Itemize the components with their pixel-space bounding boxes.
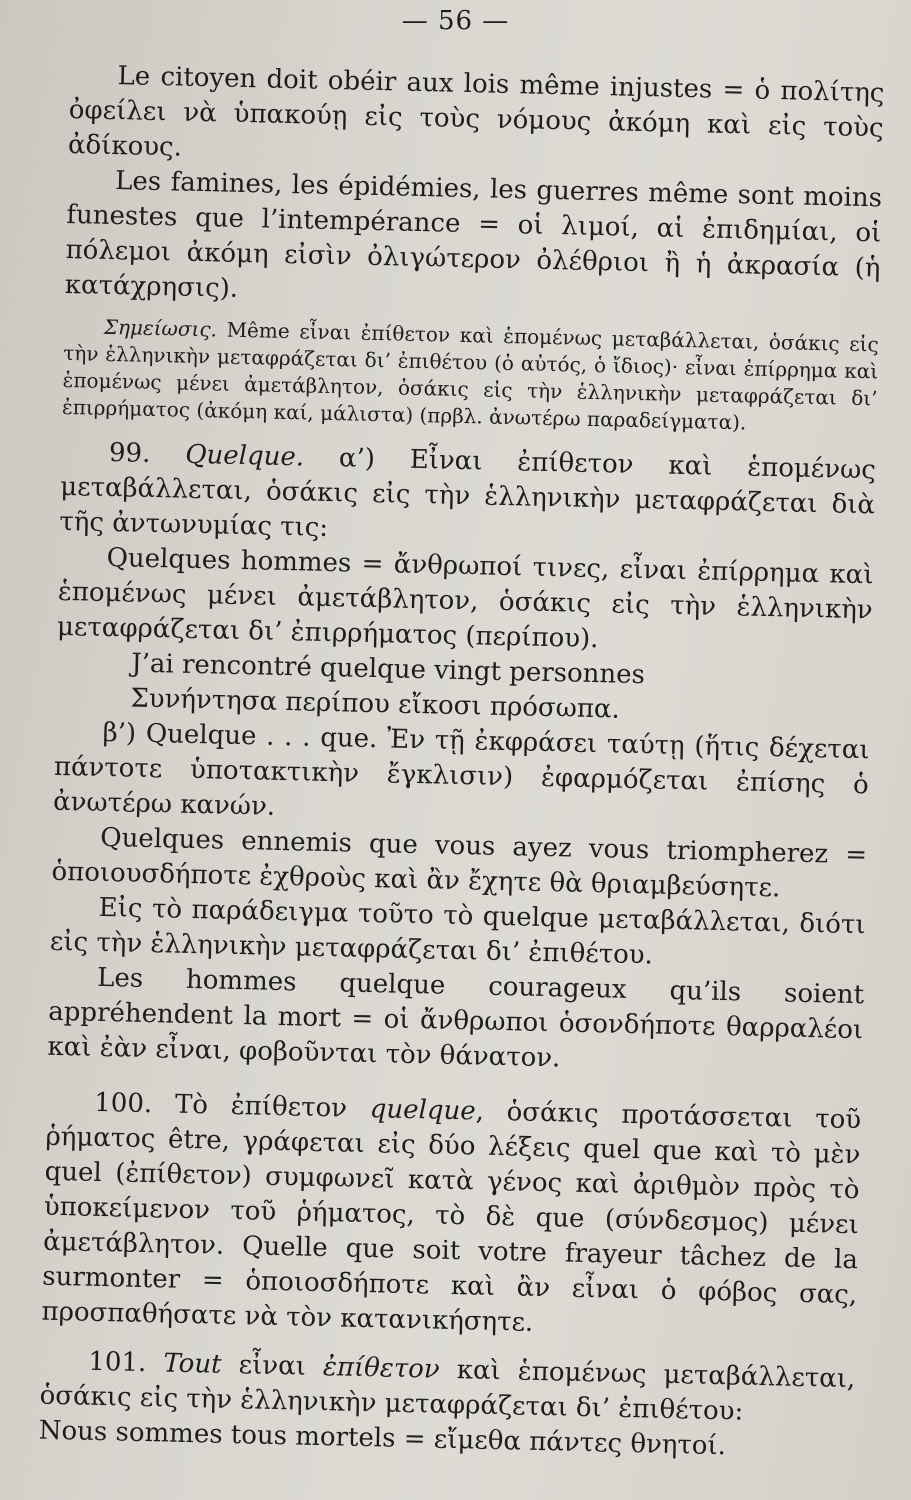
paragraph-100-text: , ὁσάκις προτάσσεται τοῦ ῥήματος être, γράφεται εἰς δύο λέξεις quel que καὶ τὸ μὲν quel (ἐπίθετον) συμφωνεῖ κατὰ γένος καὶ ἀριθμὸν πρὸς τὸ ὑποκείμενον τοῦ ῥήματος, τὸ δὲ que (σύνδεσμος) μένει ἀμετάβλητον. Quelle que soit votre frayeur tâchez de la surmonter = ὁποιοσδήποτε καὶ ἂν εἶναι ὁ φόβος σας, προσπαθήσατε νὰ τὸν κατανικήσητε.: [41, 1096, 862, 1338]
main-text-2: [38, 435, 876, 1467]
term-tout: Tout: [163, 1348, 222, 1380]
paragraph-101-text: καὶ ἑπομένως μεταβάλλεται, ὁσάκις εἰς τὴν ἑλληνικὴν μεταφράζεται δι’ ἐπιθέτου:: [39, 1355, 856, 1427]
note-label: Σημείωσις.: [103, 314, 218, 342]
paragraph-101-a: εἶναι: [238, 1350, 307, 1382]
paragraph-99-text: α’) Εἶναι ἐπίθετον καὶ ἑπομένως μεταβάλλεται, ὁσάκις εἰς τὴν ἑλληνικὴν μεταφράζεται διὰ τῆς ἀντωνυμίας τις:: [59, 443, 877, 543]
note-paragraph: [62, 313, 879, 439]
term-quelque-100: quelque: [369, 1094, 476, 1127]
example-final: Nous sommes tous mortels = εἴμεθα πάντες θνητοί.: [38, 1415, 727, 1462]
note-block: [62, 313, 879, 439]
main-text: [64, 58, 884, 321]
paragraph-famines: Les famines, les épidémies, les guerres même sont moins funestes que l’intempérance = οἱ λιμοί, αἱ ἐπιδημίαι, οἱ πόλεμοι ἀκόμη εἰσὶν ὀλιγώτερον ὀλέθριοι ἢ ἡ ἀκρασία (ἡ κατάχρησις).: [64, 166, 883, 304]
paragraph-ennemis: Quelques ennemis que vous ayez vous triompherez = ὁποιουσδήποτε ἐχθροὺς καὶ ἂν ἔχητε θὰ θριαμβεύσητε.: [51, 822, 868, 904]
paragraph-100-lead: Τὸ ἐπίθετον: [174, 1089, 348, 1124]
paragraph-100: [41, 1085, 861, 1348]
page-number: — 56 —: [401, 6, 510, 36]
example-french: J’ai rencontré quelque vingt personnes: [130, 648, 646, 691]
paragraph-beta: β’) Quelque . . . que. Ἐν τῇ ἐκφράσει ταύτῃ (ἥτις δέχεται πάντοτε ὑποτακτικὴν ἔγκλισιν) ἐφαρμόζεται ἐπίσης ὁ ἀνωτέρω κανών.: [52, 717, 870, 822]
paragraph-eis: Εἰς τὸ παράδειγμα τοῦτο τὸ quelque μεταβάλλεται, διότι εἰς τὴν ἑλληνικὴν μεταφράζεται δι’ ἐπιθέτου.: [49, 892, 866, 971]
paragraph-quelques-hommes: Quelques hommes = ἄνθρωποί τινες, εἶναι ἐπίρρημα καὶ ἑπομένως μένει ἀμετάβλητον, ὁσάκις εἰς τὴν ἑλληνικὴν μεταφράζεται δι’ ἐπιρρήματος (περίπου).: [56, 542, 874, 655]
example-greek: Συνήντησα περίπου εἴκοσι πρόσωπα.: [130, 683, 621, 725]
paragraph-citoyen: Le citoyen doit obéir aux lois même injustes = ὁ πολίτης ὀφείλει νὰ ὑπακούῃ εἰς τοὺς νόμους ἀκόμη καὶ εἰς τοὺς ἀδίκους.: [67, 61, 885, 163]
section-number-101: 101.: [88, 1346, 147, 1379]
note-body: Même εἶναι ἐπίθετον καὶ ἑπομένως μεταβάλλεται, ὁσάκις εἰς τὴν ἑλληνικὴν μεταφράζεται δι’ ἐπιθέτου (ὁ αὐτός, ὁ ἴδιος)· εἶναι ἐπίρρημα καὶ ἑπομένως μένει ἀμετάβλητον, ὁσάκις εἰς τὴν ἑλληνικὴν μεταφράζεται δι’ ἐπιρρήματος (ἀκόμη καί, μάλιστα) (πρβλ. ἀνωτέρω παραδείγματα).: [61, 317, 879, 435]
term-quelque: Quelque.: [184, 439, 305, 473]
section-number-99: 99.: [108, 437, 151, 469]
paragraph-hommes: Les hommes quelque courageux qu’ils soient appréhendent la mort = οἱ ἄνθρωποι ὁσονδήποτε θαρραλέοι καὶ ἐὰν εἶναι, φοβοῦνται τὸν θάνατον.: [47, 962, 865, 1074]
term-epitheton: ἐπίθετον: [322, 1352, 440, 1385]
page-body: [38, 58, 884, 1467]
paragraph-99: [59, 435, 876, 558]
section-number-100: 100.: [93, 1087, 153, 1120]
